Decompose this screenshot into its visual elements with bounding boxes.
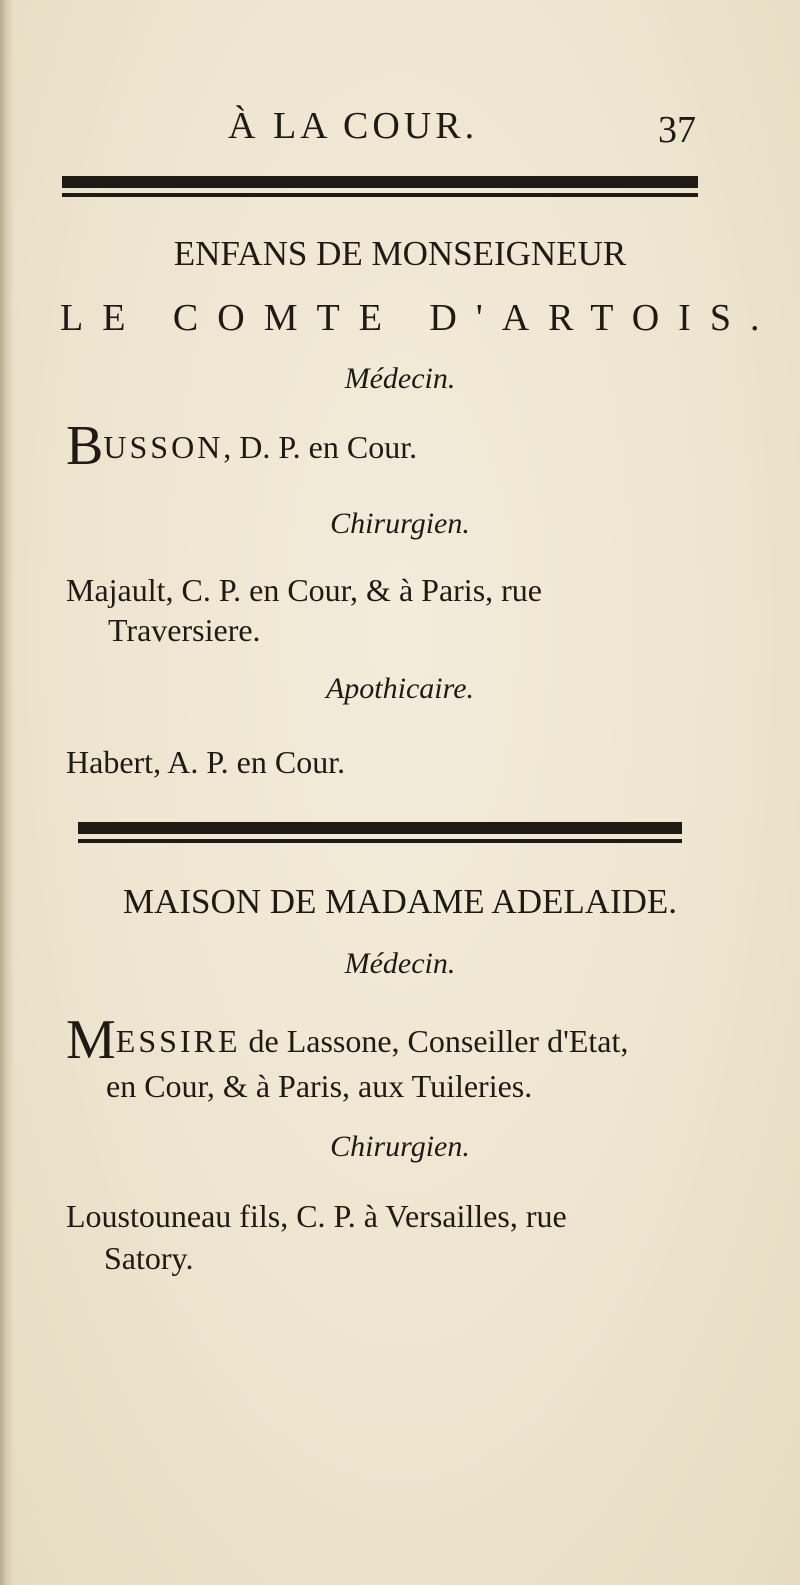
top-rule-thick [62, 176, 698, 188]
dropcap-m: M [66, 1009, 116, 1071]
dropcap-b: B [66, 415, 104, 477]
entry-messire-line1 [66, 1009, 629, 1071]
entry-loustouneau-line1: Loustouneau fils, C. P. à Versailles, rue [66, 1198, 567, 1234]
page-number: 37 [658, 109, 696, 151]
messire-name: ESSIRE [115, 1023, 241, 1059]
messire-details: de Lassone, Conseiller d'Etat, [240, 1023, 629, 1059]
middle-rule-thin [78, 839, 682, 843]
middle-rule-thick [78, 822, 682, 834]
section1-role-apothicaire: Apothicaire. [325, 672, 475, 705]
entry-busson [66, 415, 418, 477]
section1-role-chirurgien: Chirurgien. [330, 507, 470, 540]
entry-habert: Habert, A. P. en Cour. [66, 744, 346, 780]
busson-name: USSON [103, 429, 224, 465]
section2-role-chirurgien: Chirurgien. [330, 1130, 470, 1163]
entry-messire-line2: en Cour, & à Paris, aux Tuileries. [106, 1068, 533, 1104]
section2-heading: MAISON DE MADAME ADELAIDE. [122, 882, 678, 921]
section2-role-medecin: Médecin. [344, 947, 456, 980]
entry-loustouneau-line2: Satory. [104, 1240, 194, 1276]
section1-role-medecin: Médecin. [344, 362, 456, 395]
running-head: À LA COUR. [228, 105, 479, 147]
entry-majault-line2: Traversiere. [108, 612, 261, 648]
entry-majault-line1: Majault, C. P. en Cour, & à Paris, rue [66, 572, 542, 608]
section1-heading-line2: LE COMTE D'ARTOIS. [60, 297, 779, 339]
busson-details: , D. P. en Cour. [223, 429, 418, 465]
section1-heading-line1: ENFANS DE MONSEIGNEUR [173, 234, 627, 273]
top-rule-thin [62, 193, 698, 197]
